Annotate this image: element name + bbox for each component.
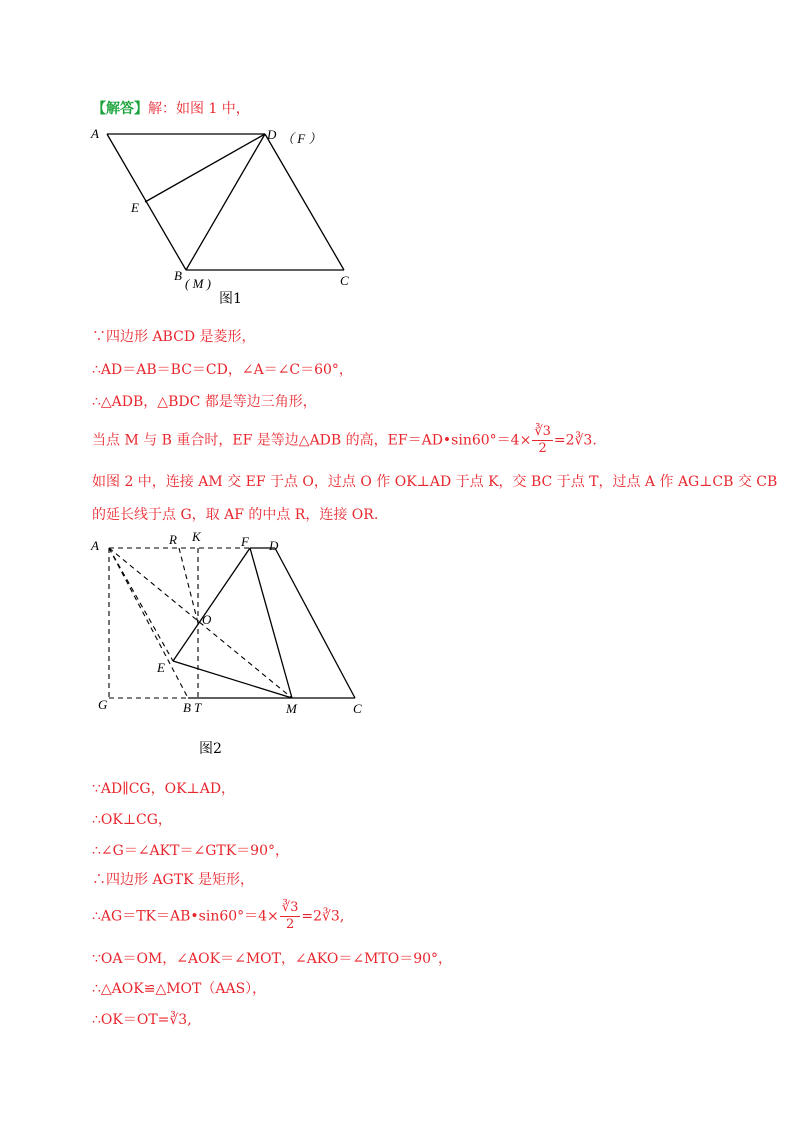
fig1-caption: 图1 [219,291,242,307]
fig2-label-t: T [194,700,202,715]
fig1-label-a: A [91,126,99,141]
fig1-label-f: （ F ） [281,131,322,146]
text-line: ∵AD∥CG，OK⊥AD， [92,781,236,797]
fig2-label-r: R [169,532,177,547]
fig1-label-d: D [267,127,277,142]
fig2-label-c: C [353,701,362,716]
figure-1 [85,120,375,295]
ag-fraction [280,900,301,933]
text-line: ∴∠G＝∠AKT＝∠GTK＝90°， [92,843,289,859]
fig2-label-b: B [183,700,191,715]
fig1-label-b: B [174,268,182,283]
text-line: ∵四边形 ABCD 是菱形， [92,329,256,345]
answer-tag: 【解答】 [92,101,148,117]
text-line: 的延长线于点 G，取 AF 的中点 R，连接 OR. [92,507,379,523]
ef-fraction-num: ∛3 [534,424,551,439]
text-line: 如图 2 中，连接 AM 交 EF 于点 O，过点 O 作 OK⊥AD 于点 K，交 BC 于点 T，过点 A 作 AG⊥CB 交 CB [92,474,778,490]
fig2-label-g: G [98,697,108,712]
fig2-label-f: F [241,534,249,549]
fig2-label-k: K [192,529,201,544]
ag-equation-post: =2∛3, [301,908,345,925]
figure-2 [85,528,385,723]
ef-equation-post: =2∛3. [553,432,597,449]
text-line: ∴AD＝AB＝BC＝CD，∠A＝∠C＝60°， [92,362,353,378]
text-line: ∵OA＝OM，∠AOK＝∠MOT，∠AKO＝∠MTO＝90°， [92,951,453,967]
text-line: ∴OK＝OT=∛3, [92,1012,192,1028]
ag-equation-pre: ∴AG＝TK＝AB•sin60°＝4× [92,908,279,925]
text-line: ∴四边形 AGTK 是矩形， [92,872,254,888]
fig2-label-d: D [269,538,279,553]
fig2-caption: 图2 [199,741,222,757]
ef-fraction [532,424,553,457]
fig2-label-m: M [286,701,297,716]
ag-equation-line [92,900,344,930]
ef-equation-line [92,424,597,454]
fig1-label-c: C [340,273,349,288]
answer-heading [92,100,250,118]
fig2-label-o: O [202,612,212,627]
fig2-label-a: A [91,538,99,553]
ag-fraction-den: 2 [285,917,295,932]
fig2-label-e: E [157,660,165,675]
ef-equation-pre: 当点 M 与 B 重合时，EF 是等边△ADB 的高，EF＝AD•sin60°＝4× [92,432,532,449]
ag-fraction-num: ∛3 [281,900,299,915]
ef-fraction-den: 2 [538,441,547,456]
fig1-label-e: E [131,200,139,215]
text-line: ∴△AOK≌△MOT（AAS）， [92,981,267,997]
fig1-label-m: ( M ) [185,276,211,291]
answer-intro: 解：如图 1 中， [148,101,250,117]
text-line: ∴OK⊥CG， [92,812,172,828]
text-line: ∴△ADB，△BDC 都是等边三角形， [92,394,317,410]
